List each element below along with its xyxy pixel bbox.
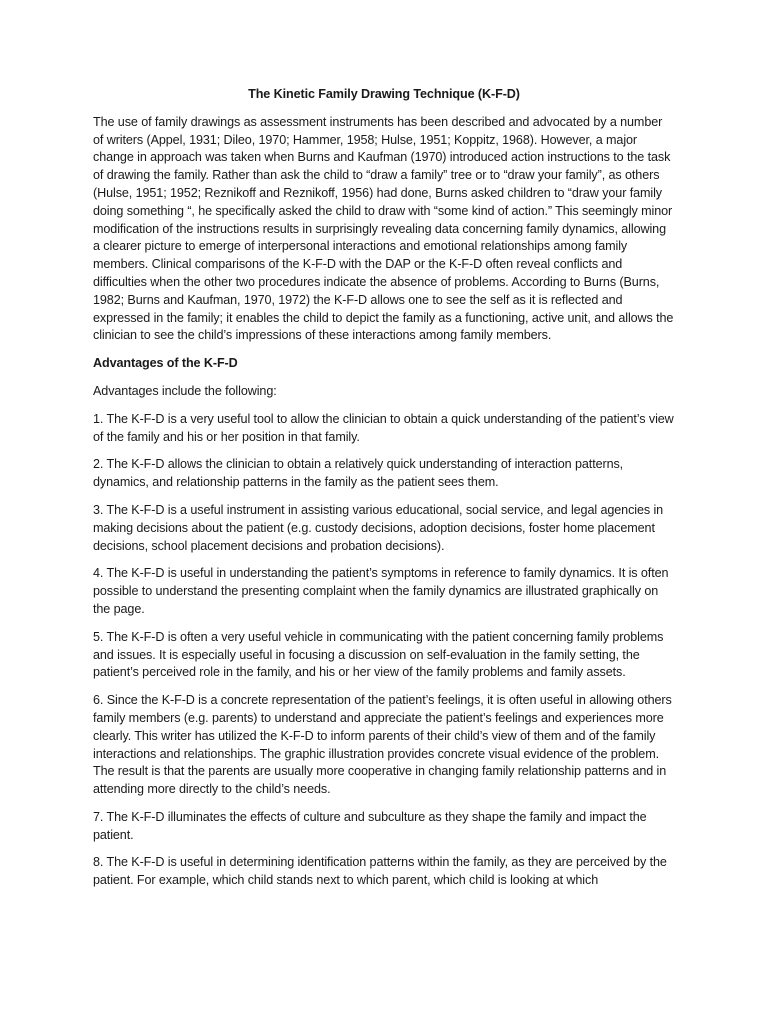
advantage-item-7: 7. The K-F-D illuminates the effects of culture and subculture as they shape the family and impact the patient. <box>93 809 647 842</box>
advantage-item-4: 4. The K-F-D is useful in understanding the patient’s symptoms in reference to family dynamics. It is often possible to understand the presenting complaint when the family dynamics are illustrated graphically on the page. <box>93 566 669 616</box>
advantage-item-5: 5. The K-F-D is often a very useful vehicle in communicating with the patient concerning family problems and issues. It is especially useful in focusing a discussion on self-evaluation in the family setting, the patient’s perceived role in the family, and his or her view of the family problems and family assets. <box>93 629 664 680</box>
section-heading: Advantages of the K-F-D <box>93 356 238 371</box>
document-title: The Kinetic Family Drawing Technique (K-F-D) <box>248 87 520 101</box>
document-body <box>93 86 675 900</box>
advantage-item-3: 3. The K-F-D is a useful instrument in assisting various educational, social service, and legal agencies in making decisions about the patient (e.g. custody decisions, adoption decisions, foster home placement decisions, school placement decisions and probation decisions). <box>93 502 664 553</box>
advantage-item-1: 1. The K-F-D is a very useful tool to allow the clinician to obtain a quick understanding of the patient’s view of the family and his or her position in that family. <box>93 411 674 444</box>
intro-paragraph: The use of family drawings as assessment instruments has been described and advocated by a number of writers (Appel, 1931; Dileo, 1970; Hammer, 1958; Hulse, 1951; Koppitz, 1968). However, a major change in approach was taken when Burns and Kaufman (1970) introduced action instructions to the task of drawing the family. Rather than ask the child to “draw a family” tree or to “draw your family”, as others (Hulse, 1951; 1952; Reznikoff and Reznikoff, 1956) had done, Burns asked children to “draw your family doing something “, he specifically asked the child to draw with “some kind of action.” This seemingly minor modification of the instructions results in surprisingly revealing data concerning family dynamics, allowing a clearer picture to emerge of interpersonal interactions and emotional relationships among family members. Clinical comparisons of the K-F-D with the DAP or the K-F-D often reveal conflicts and difficulties when the other two procedures indicate the absence of problems. According to Burns (Burns, 1982; Burns and Kaufman, 1970, 1972) the K-F-D allows one to see the self as it is reflected and expressed in the family; it enables the child to depict the family as a functioning, active unit, and allows the clinician to see the child’s impressions of these interactions among family members. <box>93 114 674 343</box>
advantage-item-8: 8. The K-F-D is useful in determining identification patterns within the family, as they are perceived by the patient. For example, which child stands next to which parent, which child is looking at which <box>93 855 667 888</box>
advantage-item-6: 6. Since the K-F-D is a concrete representation of the patient’s feelings, it is often useful in allowing others family members (e.g. parents) to understand and appreciate the patient’s feelings and experiences more clearly. This writer has utilized the K-F-D to inform parents of their child’s view of them and of the family interactions and relationships. The graphic illustration provides concrete visual evidence of the problem. The result is that the parents are usually more cooperative in changing family relationship patterns and in attending more directly to the child’s needs. <box>93 693 672 797</box>
advantage-item-2: 2. The K-F-D allows the clinician to obtain a relatively quick understanding of interaction patterns, dynamics, and relationship patterns in the family as the patient sees them. <box>93 457 624 490</box>
section-intro: Advantages include the following: <box>93 383 277 398</box>
